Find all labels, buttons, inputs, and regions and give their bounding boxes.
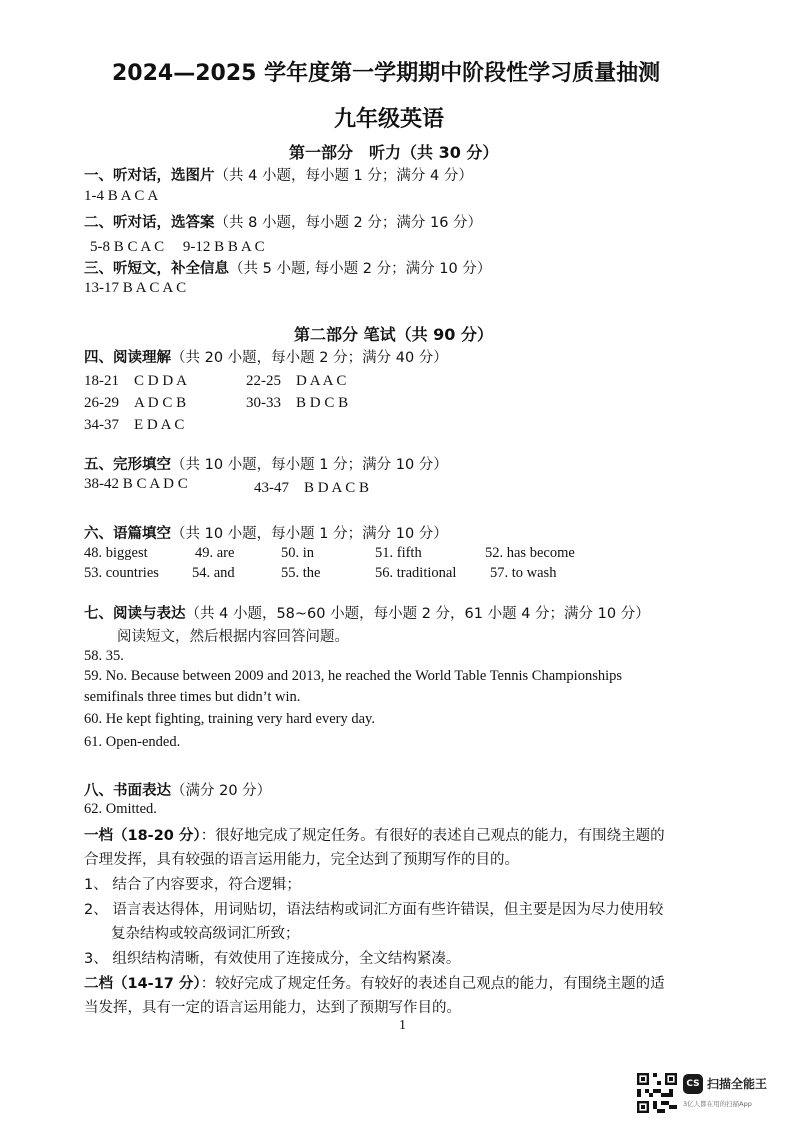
tier1-text: ：很好地完成了规定任务。有很好的表述自己观点的能力，有围绕主题的	[200, 828, 665, 844]
section4-title: 四、阅读理解	[84, 350, 171, 366]
section4-answer-18-21: 18-21 C D D A	[84, 373, 187, 389]
section3-info: （共 5 小题, 每小题 2 分；满分 10 分）	[229, 261, 492, 277]
brand-name: 扫描全能王	[707, 1077, 768, 1091]
section4-heading	[84, 346, 448, 367]
answer-57: 57. to wash	[490, 565, 557, 581]
section2-title: 二、听对话，选答案	[84, 215, 215, 231]
brand-tagline: 3亿人都在用的扫描App	[683, 1100, 752, 1108]
answer-60: 60. He kept fighting, training very hard every day.	[84, 711, 375, 727]
section7-heading	[84, 602, 650, 623]
answer-49: 49. are	[195, 545, 235, 561]
section1-heading	[84, 164, 473, 185]
section5-answer-38-42: 38-42 B C A D C	[84, 476, 188, 492]
tier1-label: 一档（18-20 分）	[84, 828, 201, 844]
section8-info: （满分 20 分）	[171, 783, 272, 799]
page-number: 1	[399, 1018, 406, 1033]
criteria-item-3: 3、 组织结构清晰，有效使用了连接成分，全文结构紧凑。	[84, 951, 461, 967]
tier1-line1	[84, 824, 665, 845]
answer-50: 50. in	[281, 545, 315, 561]
tier1-line2: 合理发挥，具有较强的语言运用能力，完全达到了预期写作的目的。	[84, 852, 519, 868]
section7-info: （共 4 小题，58~60 小题，每小题 2 分，61 小题 4 分；满分 10 分）	[185, 606, 650, 622]
section3-title: 三、听短文，补全信息	[84, 261, 229, 277]
section5-heading	[84, 453, 448, 474]
answer-58: 58. 35.	[84, 648, 124, 664]
section1-title: 一、听对话，选图片	[84, 168, 215, 184]
section7-instruction: 阅读短文，然后根据内容回答问题。	[117, 629, 349, 645]
section6-heading	[84, 522, 448, 543]
qr-code-icon	[637, 1073, 677, 1113]
tier2-text: ：较好完成了规定任务。有较好的表述自己观点的能力，有围绕主题的适	[200, 976, 665, 992]
section1-answers: 1-4 B A C A	[84, 188, 159, 204]
section2-answers: 5-8 B C A C 9-12 B B A C	[90, 239, 265, 255]
section5-info: （共 10 小题，每小题 1 分；满分 10 分）	[171, 457, 448, 473]
document-subtitle: 九年级英语	[334, 107, 445, 132]
criteria-item-2-line1: 2、 语言表达得体，用词贴切，语法结构或词汇方面有些许错误，但主要是因为尽力使用较	[84, 902, 664, 918]
part1-heading: 第一部分 听力（共 30 分）	[289, 143, 499, 162]
answer-59-line1: 59. No. Because between 2009 and 2013, he reached the World Table Tennis Championships	[84, 668, 623, 684]
tier2-line1	[84, 972, 665, 993]
answer-62: 62. Omitted.	[84, 801, 157, 817]
answer-56: 56. traditional	[375, 565, 457, 581]
tier2-label: 二档（14-17 分）	[84, 976, 201, 992]
answer-59-line2: semifinals three times but didn’t win.	[84, 689, 301, 705]
section2-heading	[84, 211, 482, 232]
criteria-item-1: 1、 结合了内容要求，符合逻辑；	[84, 877, 301, 893]
answer-48: 48. biggest	[84, 545, 148, 561]
tier2-line2: 当发挥，具有一定的语言运用能力，达到了预期写作目的。	[84, 1000, 461, 1016]
section8-heading	[84, 779, 271, 800]
answer-51: 51. fifth	[375, 545, 422, 561]
section5-title: 五、完形填空	[84, 457, 171, 473]
section1-info: （共 4 小题，每小题 1 分；满分 4 分）	[214, 168, 473, 184]
answer-61: 61. Open-ended.	[84, 734, 181, 750]
answer-53: 53. countries	[84, 565, 159, 581]
section4-answer-34-37: 34-37 E D A C	[84, 417, 185, 433]
section6-title: 六、语篇填空	[84, 526, 171, 542]
section7-title: 七、阅读与表达	[84, 606, 186, 622]
section4-info: （共 20 小题，每小题 2 分；满分 40 分）	[171, 350, 448, 366]
section4-answer-30-33: 30-33 B D C B	[246, 395, 349, 411]
section4-answer-22-25: 22-25 D A A C	[246, 373, 347, 389]
section6-info: （共 10 小题，每小题 1 分；满分 10 分）	[171, 526, 448, 542]
answer-55: 55. the	[281, 565, 321, 581]
answer-52: 52. has become	[485, 545, 575, 561]
section4-answer-26-29: 26-29 A D C B	[84, 395, 187, 411]
section8-title: 八、书面表达	[84, 783, 171, 799]
criteria-item-2-line2: 复杂结构或较高级词汇所致；	[111, 926, 300, 942]
part2-heading: 第二部分 笔试（共 90 分）	[294, 325, 493, 344]
answer-54: 54. and	[192, 565, 235, 581]
section3-answers: 13-17 B A C A C	[84, 280, 187, 296]
camscanner-logo-icon: CS	[683, 1074, 703, 1094]
document-title: 2024—2025 学年度第一学期期中阶段性学习质量抽测	[112, 61, 661, 86]
section5-answer-43-47: 43-47 B D A C B	[254, 480, 370, 496]
section2-info: （共 8 小题，每小题 2 分；满分 16 分）	[214, 215, 483, 231]
section3-heading	[84, 257, 491, 278]
